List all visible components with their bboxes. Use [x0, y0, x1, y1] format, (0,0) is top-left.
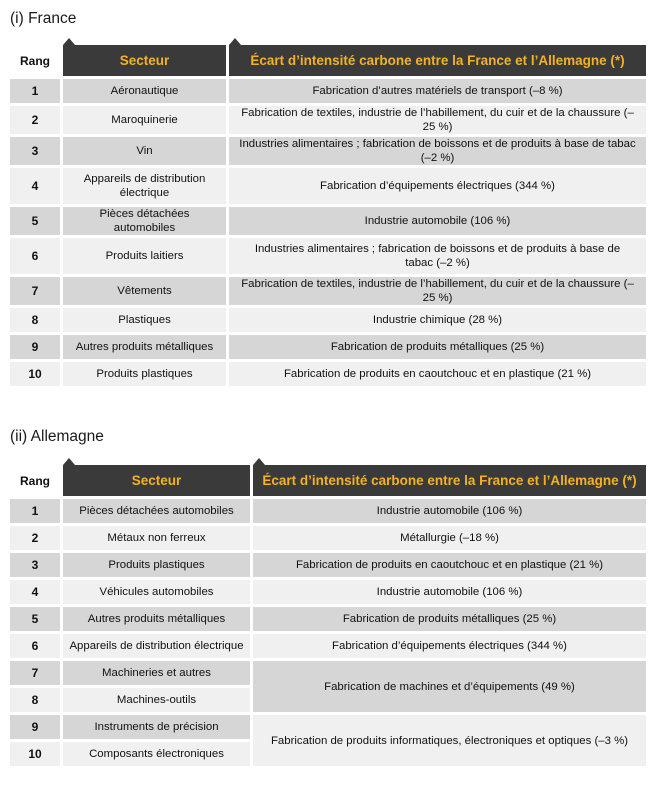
header-ecart-label: Écart d’intensité carbone entre la France et l’Allemagne (*) [262, 472, 637, 488]
header-secteur-label: Secteur [131, 472, 182, 488]
table-row [10, 499, 646, 523]
rank-cell: 5 [10, 207, 60, 235]
rank-cell: 9 [10, 715, 60, 739]
rank-cell: 7 [10, 661, 60, 685]
sector-cell: Machines-outils [60, 688, 250, 712]
gap-cell: Fabrication de textiles, industrie de l’habillement, du cuir et de la chaussure (–25 %) [226, 106, 646, 134]
sector-cell: Appareils de distribution électrique [60, 634, 250, 658]
table-row [10, 526, 646, 550]
table-row [10, 168, 646, 204]
table-row [10, 106, 646, 134]
rank-cell: 5 [10, 607, 60, 631]
gap-cell: Fabrication de textiles, industrie de l’habillement, du cuir et de la chaussure (–25 %) [226, 277, 646, 305]
rank-cell: 4 [10, 580, 60, 604]
rank-cell: 3 [10, 553, 60, 577]
table-row [10, 335, 646, 359]
sector-cell: Vin [60, 137, 226, 165]
sector-cell: Produits laitiers [60, 238, 226, 274]
sector-cell: Instruments de précision [60, 715, 250, 739]
gap-cell: Fabrication de produits en caoutchouc et en plastique (21 %) [250, 553, 646, 577]
gap-cell: Industrie chimique (28 %) [226, 308, 646, 332]
gap-cell: Industries alimentaires ; fabrication de boissons et de produits à base de tabac (–2 %) [226, 137, 646, 165]
gap-cell: Fabrication d’équipements électriques (344 %) [250, 634, 646, 658]
table-row [10, 137, 646, 165]
gap-cell: Fabrication d’équipements électriques (344 %) [226, 168, 646, 204]
header-secteur-label: Secteur [119, 52, 170, 68]
gap-cell: Fabrication de produits informatiques, électroniques et optiques (–3 %) [250, 715, 646, 766]
france-header-row [10, 45, 646, 76]
sector-cell: Appareils de distribution électrique [60, 168, 226, 204]
header-secteur [60, 465, 250, 496]
rank-cell: 1 [10, 79, 60, 103]
table-row [10, 715, 646, 739]
table-row [10, 238, 646, 274]
notch-marker [63, 458, 75, 465]
table-row [10, 277, 646, 305]
rank-cell: 2 [10, 526, 60, 550]
sector-cell: Véhicules automobiles [60, 580, 250, 604]
allemagne-table [10, 462, 646, 769]
rank-cell: 2 [10, 106, 60, 134]
sector-cell: Produits plastiques [60, 553, 250, 577]
header-ecart [226, 45, 646, 76]
rank-cell: 9 [10, 335, 60, 359]
france-title: (i) France [10, 10, 77, 27]
header-secteur [60, 45, 226, 76]
sector-cell: Machineries et autres [60, 661, 250, 685]
sector-cell: Autres produits métalliques [60, 607, 250, 631]
table-row [10, 362, 646, 386]
rank-cell: 3 [10, 137, 60, 165]
gap-cell: Fabrication d’autres matériels de transport (–8 %) [226, 79, 646, 103]
sector-cell: Plastiques [60, 308, 226, 332]
gap-cell: Métallurgie (–18 %) [250, 526, 646, 550]
gap-cell: Fabrication de produits en caoutchouc et en plastique (21 %) [226, 362, 646, 386]
gap-cell: Industrie automobile (106 %) [250, 499, 646, 523]
sector-cell: Métaux non ferreux [60, 526, 250, 550]
sector-cell: Produits plastiques [60, 362, 226, 386]
sector-cell: Pièces détachées automobiles [60, 499, 250, 523]
sector-cell: Maroquinerie [60, 106, 226, 134]
sector-cell: Composants électroniques [60, 742, 250, 766]
table-row [10, 661, 646, 685]
rank-cell: 4 [10, 168, 60, 204]
sector-cell: Pièces détachées automobiles [60, 207, 226, 235]
gap-cell: Industries alimentaires ; fabrication de boissons et de produits à base de tabac (–2 %) [226, 238, 646, 274]
gap-cell: Industrie automobile (106 %) [250, 580, 646, 604]
rank-cell: 7 [10, 277, 60, 305]
sector-cell: Aéronautique [60, 79, 226, 103]
notch-marker [253, 458, 265, 465]
rank-cell: 8 [10, 688, 60, 712]
rank-cell: 6 [10, 634, 60, 658]
table-row [10, 634, 646, 658]
gap-cell: Industrie automobile (106 %) [226, 207, 646, 235]
sector-cell: Vêtements [60, 277, 226, 305]
allemagne-title: (ii) Allemagne [10, 428, 104, 445]
header-ecart-label: Écart d’intensité carbone entre la France et l’Allemagne (*) [250, 52, 625, 68]
gap-cell: Fabrication de machines et d’équipements (49 %) [250, 661, 646, 712]
table-row [10, 207, 646, 235]
header-rang: Rang [10, 45, 60, 76]
table-row [10, 607, 646, 631]
table-row [10, 580, 646, 604]
rank-cell: 8 [10, 308, 60, 332]
table-row [10, 553, 646, 577]
rank-cell: 6 [10, 238, 60, 274]
rank-cell: 10 [10, 742, 60, 766]
gap-cell: Fabrication de produits métalliques (25 %) [250, 607, 646, 631]
allemagne-header-row [10, 465, 646, 496]
gap-cell: Fabrication de produits métalliques (25 %) [226, 335, 646, 359]
notch-marker [63, 38, 75, 45]
sector-cell: Autres produits métalliques [60, 335, 226, 359]
notch-marker [229, 38, 241, 45]
table-row [10, 79, 646, 103]
france-table [10, 42, 646, 389]
header-ecart [250, 465, 646, 496]
rank-cell: 10 [10, 362, 60, 386]
table-row [10, 308, 646, 332]
header-rang: Rang [10, 465, 60, 496]
rank-cell: 1 [10, 499, 60, 523]
